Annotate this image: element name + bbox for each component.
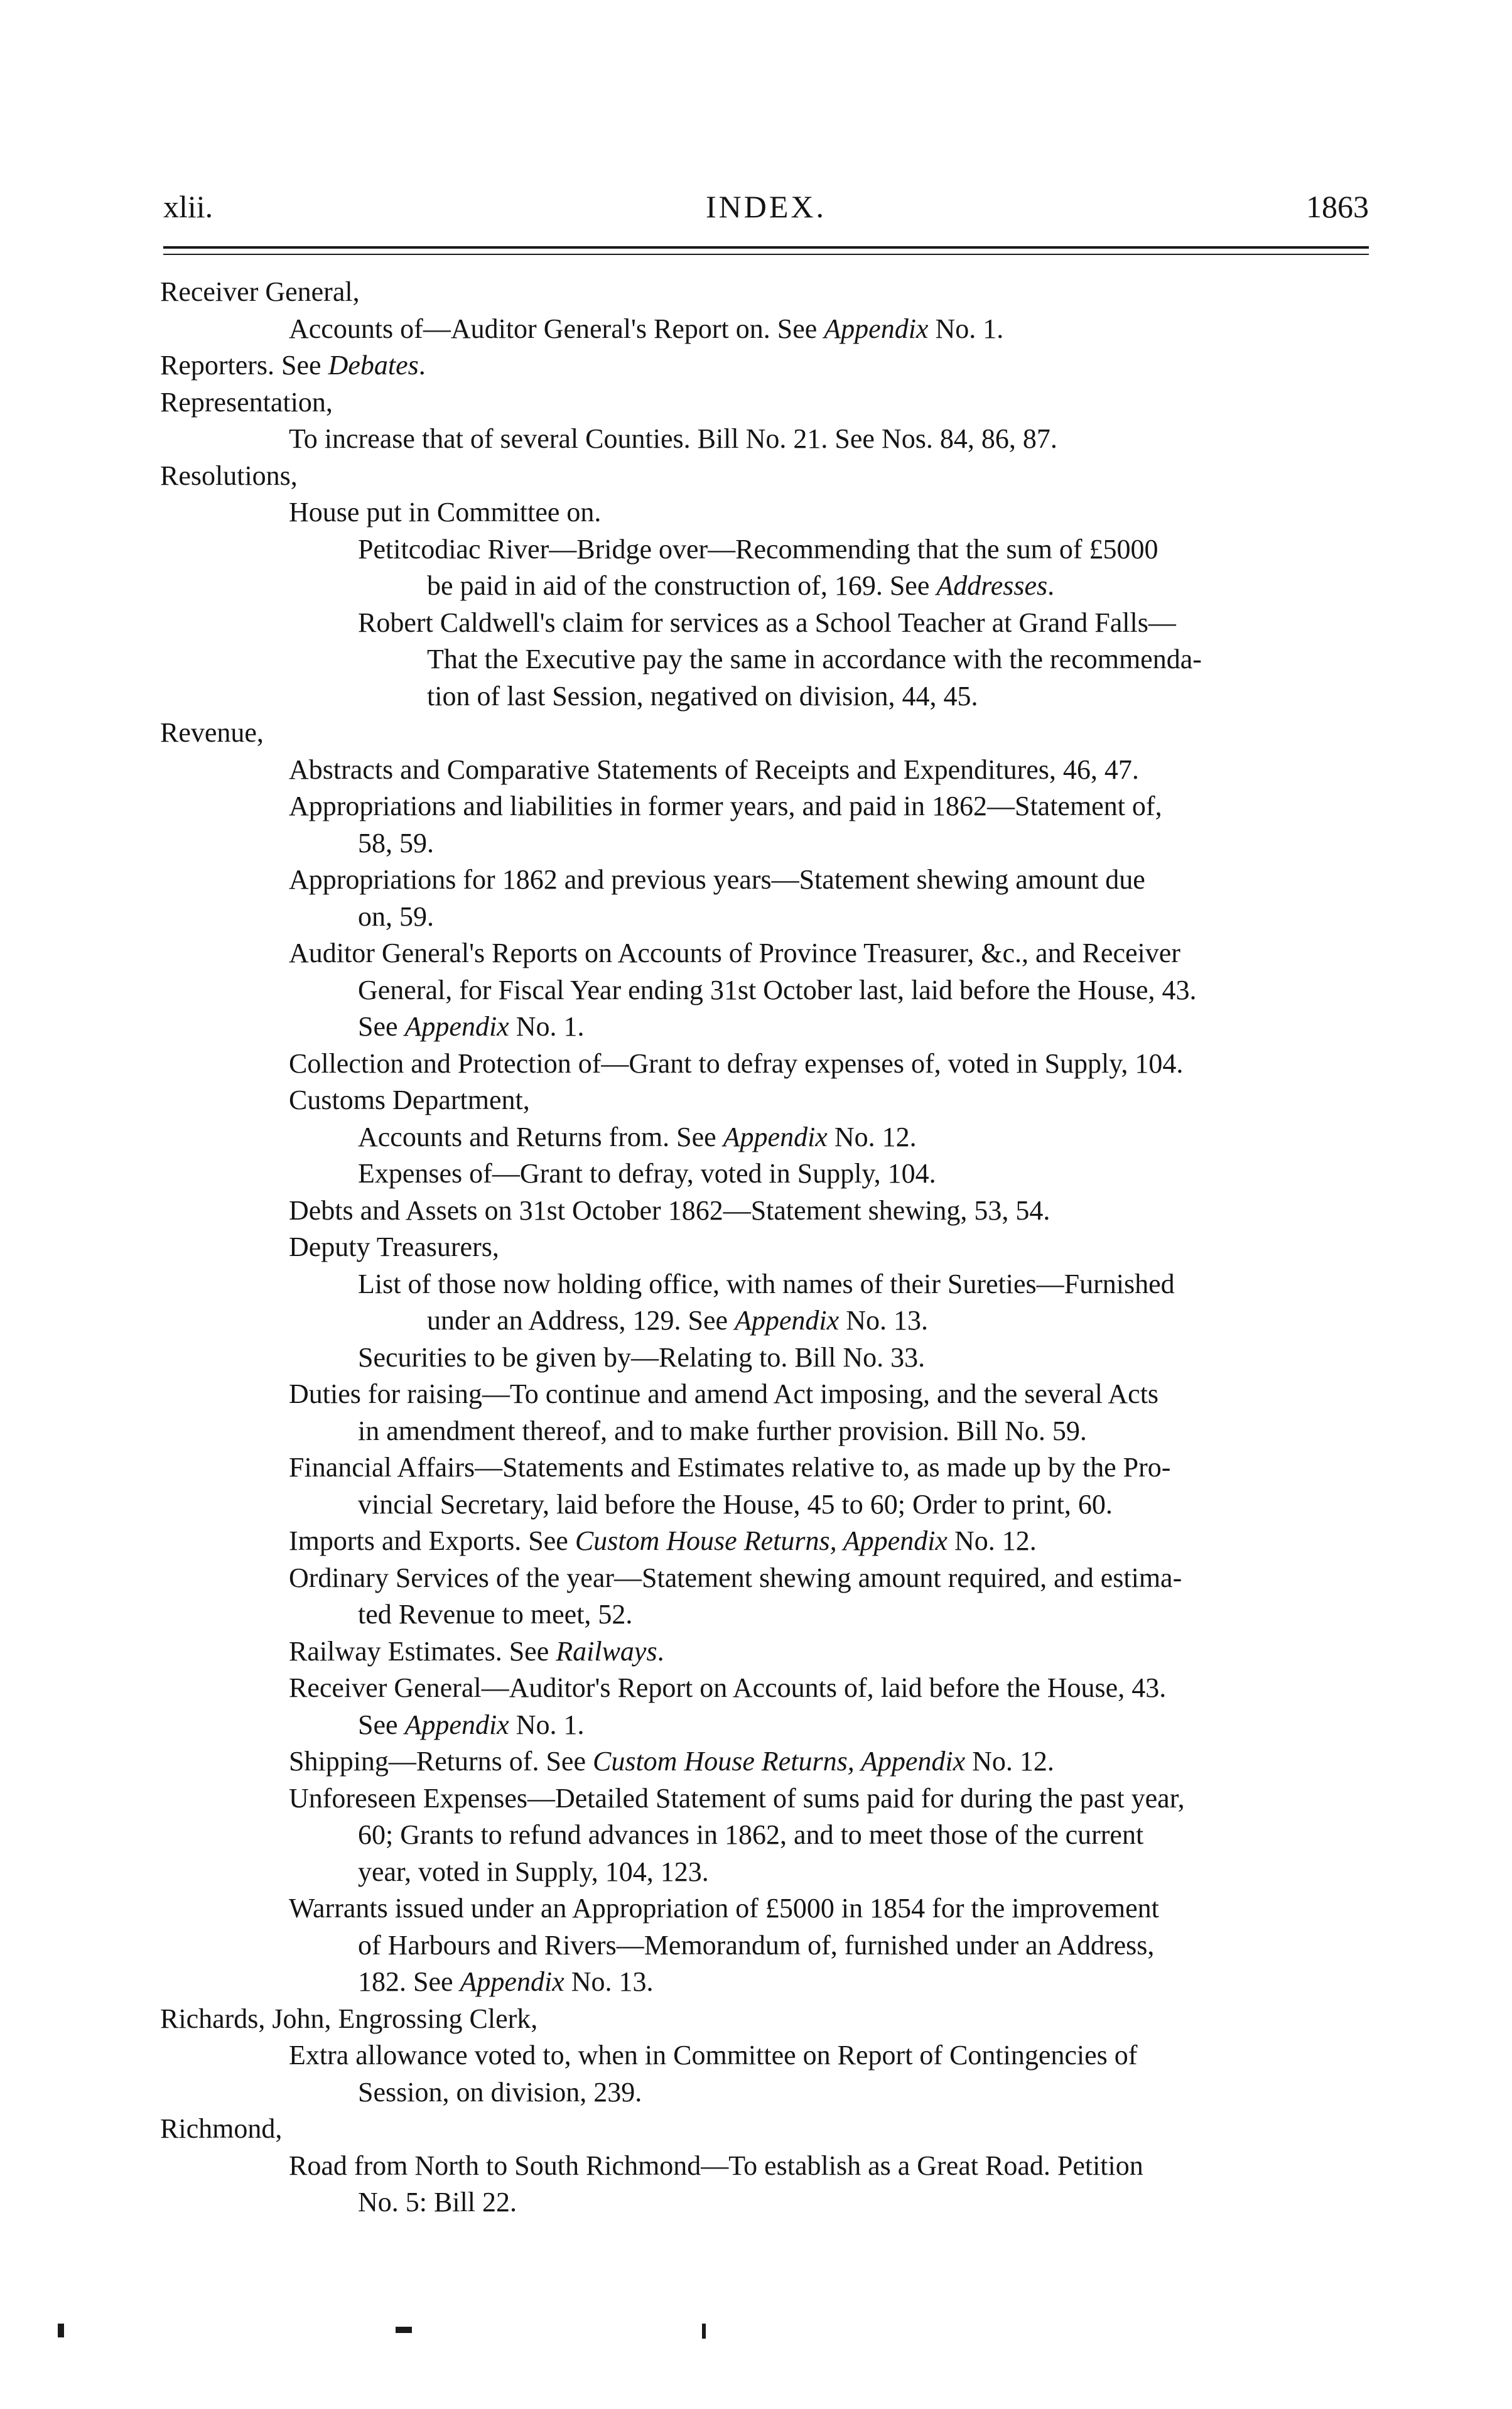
index-line-text: Abstracts and Comparative Statements of Receipts and Expenditures, 46, 47. [289, 754, 1139, 785]
index-line-suffix: . [418, 350, 426, 381]
index-line-text: Warrants issued under an Appropriation of £5000 in 1854 for the improvement [289, 1893, 1159, 1924]
page-year: 1863 [1306, 189, 1369, 224]
index-line [427, 644, 1202, 675]
index-line [289, 1378, 1158, 1410]
index-line-text: Richards, John, Engrossing Clerk, [160, 2003, 538, 2034]
index-line-suffix: No. 1. [509, 1709, 585, 1740]
index-line-text: be paid in aid of the construction of, 169. See [427, 570, 937, 601]
index-line-reference: Appendix [824, 313, 929, 344]
index-line-text: Resolutions, [160, 460, 298, 491]
index-line-text: Deputy Treasurers, [289, 1232, 499, 1262]
index-line-text: Robert Caldwell's claim for services as a School Teacher at Grand Falls— [358, 607, 1176, 638]
index-line [358, 1599, 632, 1630]
index-line-text: Financial Affairs—Statements and Estimates relative to, as made up by the Pro- [289, 1452, 1171, 1483]
scan-mark-middle [396, 2327, 412, 2333]
index-line [160, 717, 264, 749]
index-line-text: of Harbours and Rivers—Memorandum of, furnished under an Address, [358, 1930, 1155, 1961]
index-line-text: House put in Committee on. [289, 497, 602, 528]
index-line [160, 460, 298, 492]
index-line-suffix: No. 12. [965, 1746, 1054, 1777]
index-line [358, 1709, 584, 1741]
index-line-text: Duties for raising—To continue and amend Act imposing, and the several Acts [289, 1378, 1159, 1409]
index-line-reference: Appendix [723, 1122, 828, 1152]
index-line-text: Reporters. See [160, 350, 328, 381]
index-line-suffix: No. 12. [947, 1525, 1037, 1556]
index-line [358, 2187, 517, 2218]
index-line [289, 1672, 1166, 1704]
index-line-text: vincial Secretary, laid before the House, 45 to 60; Order to print, 60. [358, 1489, 1113, 1520]
index-line [358, 1158, 936, 1189]
scan-mark-right [702, 2324, 706, 2339]
index-line-reference: Appendix [404, 1709, 509, 1740]
index-line [289, 1452, 1170, 1483]
index-line-text: General, for Fiscal Year ending 31st October last, laid before the House, 43. [358, 975, 1197, 1005]
index-line-text: Ordinary Services of the year—Statement shewing amount required, and estima- [289, 1562, 1182, 1593]
index-line [358, 1966, 653, 1998]
page-number: xlii. [163, 189, 213, 224]
index-line-text: Representation, [160, 387, 333, 418]
index-line [289, 1232, 499, 1263]
index-line-text: Receiver General—Auditor's Report on Accounts of, laid before the House, 43. [289, 1672, 1167, 1703]
index-line-text: Receiver General, [160, 276, 360, 307]
index-line [427, 1305, 928, 1336]
index-line [289, 1085, 530, 1116]
index-line-text: Extra allowance voted to, when in Committee on Report of Contingencies of [289, 2040, 1138, 2071]
index-line [289, 423, 1057, 455]
index-line [289, 1893, 1159, 1924]
index-line-reference: Addresses [936, 570, 1048, 601]
index-line-text: Imports and Exports. See [289, 1525, 575, 1556]
index-line-text: Collection and Protection of—Grant to defray expenses of, voted in Supply, 104. [289, 1048, 1184, 1079]
index-line-text: No. 5: Bill 22. [358, 2187, 517, 2217]
index-line-text: on, 59. [358, 901, 434, 932]
page-title: INDEX. [705, 189, 827, 224]
index-line-text: in amendment thereof, and to make further provision. Bill No. 59. [358, 1416, 1087, 1446]
index-line [289, 938, 1180, 969]
index-line [289, 754, 1139, 786]
index-line [160, 2113, 282, 2145]
index-line [289, 1746, 1054, 1777]
index-line [358, 975, 1197, 1006]
index-line-text: Appropriations and liabilities in former years, and paid in 1862—Statement of, [289, 791, 1162, 821]
index-line [358, 1856, 709, 1888]
index-line-text: Customs Department, [289, 1085, 530, 1115]
index-line-reference: Appendix [460, 1966, 564, 1997]
index-line-text: To increase that of several Counties. Bill No. 21. See Nos. 84, 86, 87. [289, 423, 1057, 454]
index-line-text: Railway Estimates. See [289, 1636, 556, 1667]
index-line-text: Auditor General's Reports on Accounts of Province Treasurer, &c., and Receiver [289, 938, 1180, 968]
index-line [160, 276, 360, 308]
index-line-text: 182. See [358, 1966, 460, 1997]
index-line-reference: Railways [556, 1636, 657, 1667]
index-line-reference: Appendix [404, 1011, 509, 1042]
index-line [289, 1636, 664, 1667]
index-line-text: Road from North to South Richmond—To establish as a Great Road. Petition [289, 2150, 1143, 2181]
page-header [163, 188, 1369, 232]
index-line-text: Expenses of—Grant to defray, voted in Supply, 104. [358, 1158, 936, 1189]
index-line-suffix: . [1047, 570, 1055, 601]
scan-mark-left [58, 2324, 64, 2337]
index-line [289, 1562, 1182, 1594]
index-line [358, 1489, 1113, 1520]
index-line [358, 1416, 1087, 1447]
index-line [358, 1122, 917, 1153]
index-line-text: That the Executive pay the same in accordance with the recommenda- [427, 644, 1202, 674]
index-line [358, 534, 1158, 565]
index-line [289, 2040, 1137, 2071]
index-line [289, 1783, 1185, 1814]
index-line-reference: Custom House Returns, Appendix [592, 1746, 966, 1777]
index-line-suffix: No. 13. [564, 1966, 654, 1997]
index-line-text: tion of last Session, negatived on division, 44, 45. [427, 681, 978, 712]
index-line [358, 828, 434, 859]
index-line [358, 901, 434, 933]
index-line [358, 1269, 1175, 1300]
index-line-suffix: . [657, 1636, 664, 1667]
index-line [289, 313, 1003, 345]
index-line-text: year, voted in Supply, 104, 123. [358, 1856, 709, 1887]
index-line [289, 497, 601, 528]
index-line-text: Accounts of—Auditor General's Report on. See [289, 313, 824, 344]
index-line [358, 1011, 584, 1042]
index-line [289, 2150, 1143, 2182]
index-line-text: List of those now holding office, with names of their Sureties—Furnished [358, 1269, 1175, 1299]
index-line-text: Accounts and Returns from. See [358, 1122, 723, 1152]
index-line-text: 58, 59. [358, 828, 434, 858]
index-line [427, 681, 978, 712]
index-line-text: Revenue, [160, 717, 264, 748]
index-line-reference: Appendix [735, 1305, 840, 1336]
index-line-text: Petitcodiac River—Bridge over—Recommending that the sum of £5000 [358, 534, 1158, 565]
index-line-text: Unforeseen Expenses—Detailed Statement of sums paid for during the past year, [289, 1783, 1185, 1814]
index-line [289, 1195, 1050, 1226]
index-line [289, 1525, 1037, 1557]
index-line [358, 1819, 1143, 1851]
index-line [358, 2077, 642, 2108]
index-line-text: Shipping—Returns of. See [289, 1746, 593, 1777]
index-line [160, 2003, 537, 2035]
index-line [358, 1342, 925, 1373]
index-line-text: under an Address, 129. See [427, 1305, 735, 1336]
index-line-reference: Debates [328, 350, 419, 381]
header-rule [163, 246, 1369, 255]
index-line-text: Securities to be given by—Relating to. Bill No. 33. [358, 1342, 926, 1373]
index-line [160, 387, 333, 418]
index-line-text: See [358, 1709, 405, 1740]
index-line [427, 570, 1054, 602]
index-line [289, 864, 1145, 896]
index-line-reference: Custom House Returns, Appendix [575, 1525, 948, 1556]
index-line [358, 1930, 1154, 1961]
index-line-suffix: No. 13. [839, 1305, 928, 1336]
index-line-text: 60; Grants to refund advances in 1862, and to meet those of the current [358, 1819, 1144, 1850]
index-line-text: Appropriations for 1862 and previous years—Statement shewing amount due [289, 864, 1145, 895]
index-line [289, 791, 1162, 822]
index-line-text: ted Revenue to meet, 52. [358, 1599, 633, 1630]
index-line-text: See [358, 1011, 405, 1042]
index-line [358, 607, 1176, 639]
index-line-text: Session, on division, 239. [358, 2077, 642, 2108]
index-line-text: Debts and Assets on 31st October 1862—Statement shewing, 53, 54. [289, 1195, 1050, 1226]
index-line-text: Richmond, [160, 2113, 283, 2144]
index-line [289, 1048, 1183, 1080]
index-line-suffix: No. 1. [928, 313, 1004, 344]
index-line-suffix: No. 1. [509, 1011, 585, 1042]
index-line [160, 350, 426, 381]
index-line-suffix: No. 12. [827, 1122, 917, 1152]
